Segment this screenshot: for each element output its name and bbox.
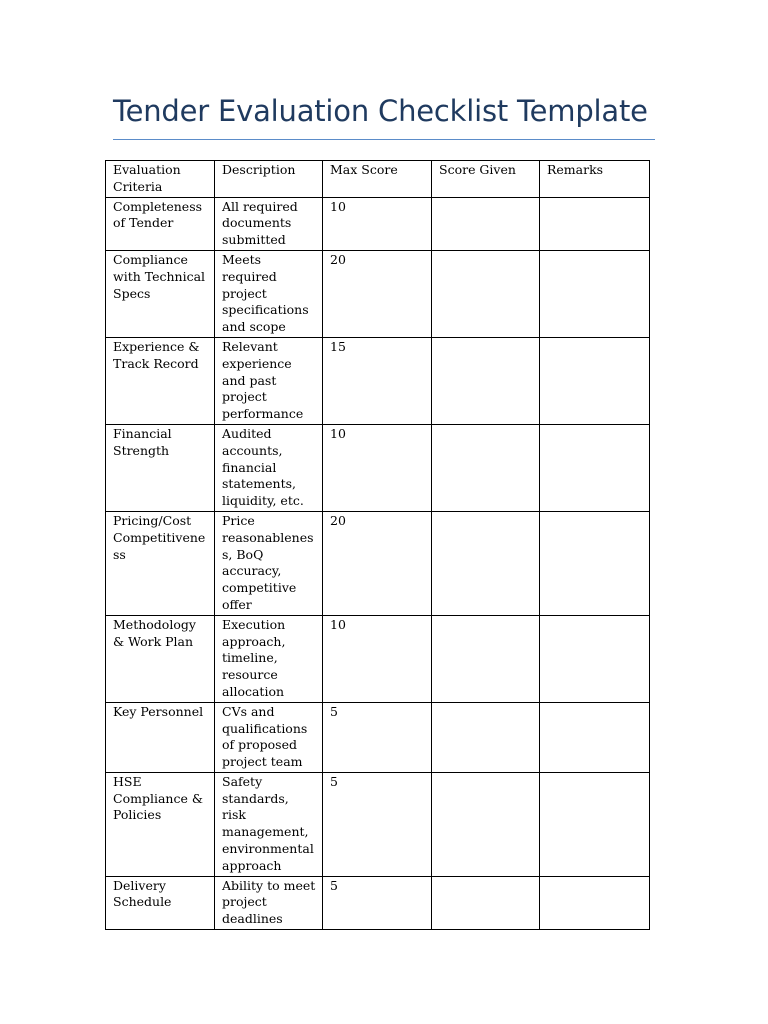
table-row — [106, 876, 650, 929]
header-description: Description — [215, 161, 323, 198]
cell-max-score: 10 — [323, 424, 432, 511]
cell-remarks — [540, 615, 650, 702]
cell-score-given — [432, 337, 540, 424]
header-max-score: Max Score — [323, 161, 432, 198]
cell-criteria: Financial Strength — [106, 424, 215, 511]
table-row — [106, 337, 650, 424]
cell-remarks — [540, 250, 650, 337]
header-evaluation-criteria: Evaluation Criteria — [106, 161, 215, 198]
table-row — [106, 424, 650, 511]
cell-description: Meets required project specifications and scope — [215, 250, 323, 337]
cell-remarks — [540, 511, 650, 615]
cell-score-given — [432, 250, 540, 337]
cell-score-given — [432, 424, 540, 511]
evaluation-table — [105, 160, 650, 930]
table-row — [106, 250, 650, 337]
cell-max-score: 10 — [323, 615, 432, 702]
cell-description: Ability to meet project deadlines — [215, 876, 323, 929]
cell-description: Execution approach, timeline, resource allocation — [215, 615, 323, 702]
cell-score-given — [432, 511, 540, 615]
cell-max-score: 5 — [323, 702, 432, 772]
table-row — [106, 615, 650, 702]
table-row — [106, 197, 650, 250]
cell-remarks — [540, 702, 650, 772]
cell-description: Relevant experience and past project performance — [215, 337, 323, 424]
header-remarks: Remarks — [540, 161, 650, 198]
document-title: Tender Evaluation Checklist Template — [113, 94, 648, 128]
table-header-row — [106, 161, 650, 198]
cell-description: Audited accounts, financial statements, liquidity, etc. — [215, 424, 323, 511]
cell-criteria: Completeness of Tender — [106, 197, 215, 250]
cell-criteria: Methodology & Work Plan — [106, 615, 215, 702]
cell-criteria: Experience & Track Record — [106, 337, 215, 424]
cell-score-given — [432, 197, 540, 250]
cell-remarks — [540, 424, 650, 511]
cell-max-score: 20 — [323, 250, 432, 337]
cell-description: Safety standards, risk management, environmental approach — [215, 772, 323, 876]
header-score-given: Score Given — [432, 161, 540, 198]
cell-description: Price reasonableness, BoQ accuracy, competitive offer — [215, 511, 323, 615]
cell-description: All required documents submitted — [215, 197, 323, 250]
cell-description: CVs and qualifications of proposed project team — [215, 702, 323, 772]
cell-remarks — [540, 876, 650, 929]
table-row — [106, 772, 650, 876]
cell-remarks — [540, 337, 650, 424]
title-underline — [113, 139, 655, 140]
table-body — [106, 161, 650, 930]
cell-max-score: 5 — [323, 876, 432, 929]
cell-criteria: HSE Compliance & Policies — [106, 772, 215, 876]
cell-max-score: 10 — [323, 197, 432, 250]
cell-criteria: Key Personnel — [106, 702, 215, 772]
cell-remarks — [540, 197, 650, 250]
cell-criteria: Pricing/Cost Competitiveness — [106, 511, 215, 615]
cell-max-score: 15 — [323, 337, 432, 424]
cell-score-given — [432, 615, 540, 702]
cell-remarks — [540, 772, 650, 876]
cell-score-given — [432, 772, 540, 876]
cell-criteria: Delivery Schedule — [106, 876, 215, 929]
cell-score-given — [432, 876, 540, 929]
cell-score-given — [432, 702, 540, 772]
cell-max-score: 5 — [323, 772, 432, 876]
cell-max-score: 20 — [323, 511, 432, 615]
cell-criteria: Compliance with Technical Specs — [106, 250, 215, 337]
table-row — [106, 511, 650, 615]
table-row — [106, 702, 650, 772]
